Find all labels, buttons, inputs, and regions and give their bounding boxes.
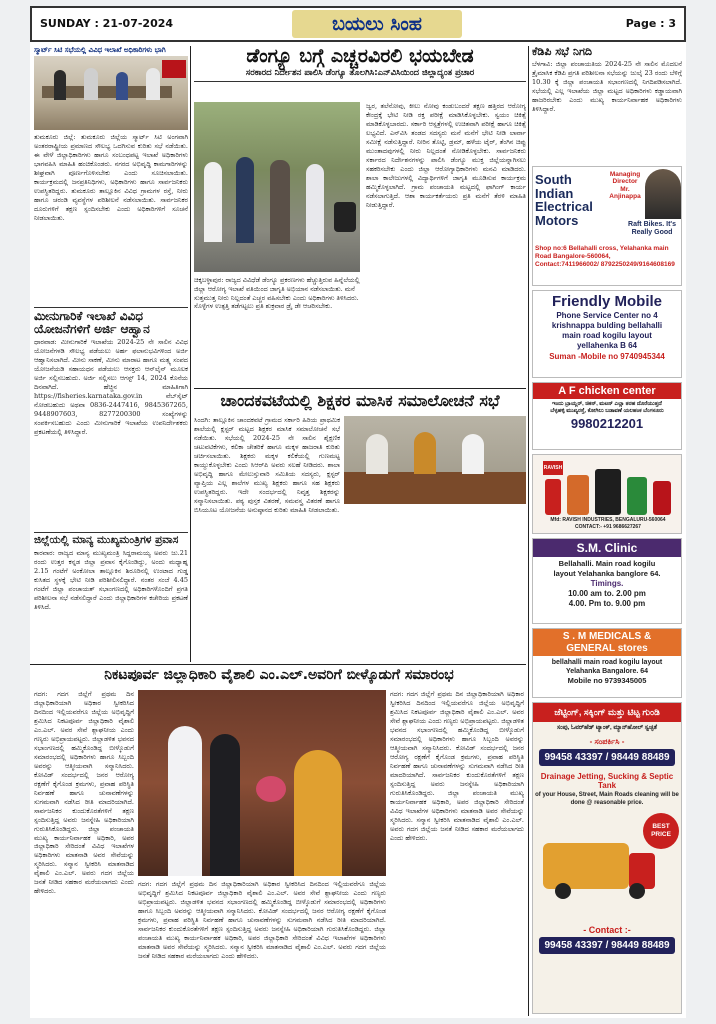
teachers-headline: ಚಾಂದಕವಟೆಯಲ್ಲಿ ಶಿಕ್ಷಕರ ಮಾಸಿಕ ಸಮಾಲೋಚನೆ ಸಭೆ (220, 392, 500, 410)
ad-elec-md-name: Mr. Anjinappa (609, 185, 641, 201)
ad-elec-contact: Contact:7411966002/ 8792250249/9164608169 (535, 260, 675, 268)
left-column (34, 46, 188, 662)
farewell-story (34, 668, 524, 1016)
dengue-campaign-photo (194, 102, 360, 272)
ad-drain-badge-2: PRICE (651, 830, 671, 838)
cm-visit-headline: ಜಿಲ್ಲೆಯಲ್ಲಿ ಮಾನ್ಯ ಮುಖ್ಯಮಂತ್ರಿಗಳ ಪ್ರವಾಸ (34, 532, 188, 547)
masthead (30, 6, 686, 42)
ad-medicals-addr1: bellahalli main road kogilu layout (551, 659, 663, 666)
ad-clinic-addr1: Bellahalli. Main road kogilu (558, 559, 656, 568)
ad-ravish-bottle-1 (545, 479, 561, 515)
farewell-body-col2: ಗದಗ: ಗದಗ ಜಿಲ್ಲೆಗೆ ಪ್ರಥಮ ದಿನ ಜಿಲ್ಲಾಧಿಕಾರಿಯಾಗಿ ಅಧಿಕಾರ ಸ್ವೀಕರಿಸಿದ ದಿನದಿಂದ ಇಲ್ಲಿಯವರೆಗೂ ಜಿಲ್ಲೆಯ ಅಭಿವೃದ್ಧಿಗೆ ಶ್ರಮಿಸಿದ ನಿಕಟಪೂರ್ವ ಜಿಲ್ಲಾಧಿಕಾರಿ ವೈಶಾಲಿ ಎಂ.ಎಲ್. ಅವರ ಸೇವೆ ಶ್ಲಾಘನೀಯ ಎಂದು ಗಣ್ಯರು ಅಭಿಪ್ರಾಯಪಟ್ಟರು. ಜಿಲ್ಲಾಡಳಿತ ಭವನದ ಸಭಾಂಗಣದಲ್ಲಿ ಹಮ್ಮಿಕೊಂಡಿದ್ದ ಬೀಳ್ಕೊಡುಗೆ ಸಮಾರಂಭದಲ್ಲಿ ಅಧಿಕಾರಿಗಳು ಹಾಗೂ ಸಿಬ್ಬಂದಿ ಅವರನ್ನು ಆತ್ಮೀಯವಾಗಿ ಸನ್ಮಾನಿಸಿದರು. ಕೋವಿಡ್ ಸಂದರ್ಭದಲ್ಲಿ ಜನರ ಆರೋಗ್ಯ ರಕ್ಷಣೆಗೆ ಕೈಗೊಂಡ ಕ್ರಮಗಳು, ಪ್ರವಾಹ ಪರಿಸ್ಥಿತಿ ನಿರ್ವಹಣೆ ಹಾಗೂ ಚುನಾವಣೆಗಳನ್ನು ಸುಗಮವಾಗಿ ನಡೆಸಿದ ರೀತಿ ಮಾದರಿಯಾಗಿದೆ. ಸಾರ್ವಜನಿಕರ ಕುಂದುಕೊರತೆಗಳಿಗೆ ತಕ್ಷಣ ಸ್ಪಂದಿಸುತ್ತಿದ್ದ ಅವರು ಜನಸ್ನೇಹಿ ಅಧಿಕಾರಿಯಾಗಿ ಗುರುತಿಸಿಕೊಂಡಿದ್ದರು. ಜಿಲ್ಲಾ ಪಂಚಾಯತಿ ಮುಖ್ಯ ಕಾರ್ಯನಿರ್ವಾಹಕ ಅಧಿಕಾರಿ, ಅಪರ ಜಿಲ್ಲಾಧಿಕಾರಿ ಸೇರಿದಂತೆ ವಿವಿಧ ಇಲಾಖೆಗಳ ಅಧಿಕಾರಿಗಳು ಮಾತನಾಡಿ ಅವರ ಸೇವೆಯನ್ನು ಸ್ಮರಿಸಿದರು. ಸನ್ಮಾನ ಸ್ವೀಕರಿಸಿ ಮಾತನಾಡಿದ ವೈಶಾಲಿ ಎಂ.ಎಲ್. ಅವರು ಗದಗ ಜಿಲ್ಲೆಯ ಜನತೆ ನೀಡಿದ ಸಹಕಾರ ಮರೆಯಲಾಗದು ಎಂದು ಹೇಳಿದರು. (390, 690, 524, 842)
fisheries-body: ಧಾರವಾಡ: ಮೀನುಗಾರಿಕೆ ಇಲಾಖೆಯ 2024-25 ನೇ ಸಾಲಿನ ವಿವಿಧ ಯೋಜನೆಗಳಡಿ ಸೌಲಭ್ಯ ಪಡೆಯಲು ಅರ್ಹ ಫಲಾನುಭವಿಗಳಿಂದ ಅರ್ಜಿ ಆಹ್ವಾನಿಸಲಾಗಿದೆ. ಮೀನು ಸಾಕಣೆ, ಮೀನು ಮಾರಾಟ ಹಾಗೂ ಮತ್ಸ್ಯ ಸಂಪದ ಯೋಜನೆಯಡಿ ಸಹಾಯಧನ ಪಡೆಯಲು ಆಸಕ್ತರು ಆನ್‌ಲೈನ್ ಮೂಲಕ ಅರ್ಜಿ ಸಲ್ಲಿಸಬಹುದು. ಅರ್ಜಿ ಸಲ್ಲಿಸಲು ಆಗಸ್ಟ್ 14, 2024 ಕೊನೆಯ ದಿನವಾಗಿದೆ. ಹೆಚ್ಚಿನ ಮಾಹಿತಿಗಾಗಿ https://fisheries.karnataka.gov.in ವೆಬ್‌ಸೈಟ್ ನೋಡಬಹುದು ಅಥವಾ 0836-2447416, 9845367265, 9448907603, 8277200300 ಸಂಖ್ಯೆಗಳನ್ನು ಸಂಪರ್ಕಿಸಬಹುದು ಎಂದು ಮೀನುಗಾರಿಕೆ ಇಲಾಖೆಯ ಉಪನಿರ್ದೇಶಕರು ಪ್ರಕಟಣೆಯಲ್ಲಿ ತಿಳಿಸಿದ್ದಾರೆ. (34, 338, 188, 437)
newspaper-page (30, 6, 686, 1018)
ad-chicken-phone: 9980212201 (570, 416, 644, 432)
ad-chicken-title: A F chicken center (533, 383, 681, 399)
ad-drain-badge-1: BEST (652, 823, 670, 831)
ad-medicals-addr2: Yelahanka Bangalore. 64 (565, 668, 649, 676)
story-kicker: ಸ್ಮಾರ್ಟ್ ಸಿಟಿ ಸಭೆಯಲ್ಲಿ ವಿವಿಧ ಇಲಾಖೆ ಅಧಿಕಾರಿಗಳು ಭಾಗಿ (34, 46, 166, 54)
ad-ravish-products (532, 454, 682, 534)
ad-medicals-mobile: Mobile no 9739345005 (567, 676, 647, 686)
ad-drain-best-price-badge (643, 813, 679, 849)
teachers-meeting-photo (344, 416, 526, 504)
ad-friendly-mobile (532, 290, 682, 378)
ad-ravish-mfd: Mfd: RAVISH INDUSTRIES, BENGALURU-560064 (550, 517, 666, 523)
ad-chicken-center (532, 382, 682, 450)
ad-drain-phones: 99458 43397 / 98449 88489 (539, 749, 675, 766)
ad-clinic-time-2: 4.00. Pm to. 9.00 pm (568, 599, 646, 609)
ad-mobile-title: Friendly Mobile (551, 293, 662, 310)
farewell-headline: ನಿಕಟಪೂರ್ವ ಜಿಲ್ಲಾಧಿಕಾರಿ ವೈಶಾಲಿ ಎಂ.ಎಲ್.ಅವರಿಗೆ ಬೀಳ್ಕೊಡುಗೆ ಸಮಾರಂಭ (104, 668, 454, 683)
ad-drain-title: ಜೆಟ್ಟಿಂಗ್, ಸಕ್ಕಿಂಗ್ ಮತ್ತು ಟಿಟ್ಟ ಗುಂಡಿ (533, 703, 681, 722)
ad-drain-truck-wheel-2 (629, 883, 645, 899)
page-number: Page : 3 (625, 17, 676, 30)
ad-clinic-time-1: 10.00 am to. 2.00 pm (568, 588, 646, 598)
ad-ravish-bottle-2 (567, 475, 589, 515)
ad-chicken-line2: ಬೆಳ್ಳಹಳ್ಳಿ ಮುಖ್ಯರಸ್ತೆ, ಕೋಗಿಲು ಬಡಾವಣೆ ಯಲಹಂಕ ಬೆಂಗಳೂರು (550, 408, 664, 415)
ad-mobile-line3: main road kogilu layout (562, 331, 652, 340)
ad-elec-md-photo (645, 169, 681, 219)
ad-drain-truck-tank (543, 843, 629, 889)
ad-elec-line3: Electrical (535, 199, 593, 215)
ad-ravish-contact: CONTACT:- +91 9686627267 (575, 523, 641, 530)
kdp-headline: ಕೆಡಿಪಿ ಸಭೆ ನಿಗದಿ (532, 46, 592, 58)
ad-sm-clinic (532, 538, 682, 624)
ad-electrical-motors (532, 166, 682, 286)
ad-drain-en-title: Drainage Jetting, Sucking & Septic Tank (540, 771, 674, 790)
ad-sm-medicals (532, 628, 682, 698)
ad-elec-shop: Shop no:6 Bellahalli cross, Yelahanka main Road Bangalore-560064, (535, 245, 669, 260)
ad-medicals-title-1: S . M MEDICALS & (562, 631, 652, 642)
ad-drain-en-desc-1: of your House, Street, Main Roads cleaning will be (535, 791, 679, 798)
ad-ravish-bottle-3 (595, 469, 621, 515)
ad-ravish-bottle-5 (653, 481, 671, 515)
ad-elec-line1: South (535, 172, 572, 187)
farewell-body-col3: ಗದಗ: ಗದಗ ಜಿಲ್ಲೆಗೆ ಪ್ರಥಮ ದಿನ ಜಿಲ್ಲಾಧಿಕಾರಿಯಾಗಿ ಅಧಿಕಾರ ಸ್ವೀಕರಿಸಿದ ದಿನದಿಂದ ಇಲ್ಲಿಯವರೆಗೂ ಜಿಲ್ಲೆಯ ಅಭಿವೃದ್ಧಿಗೆ ಶ್ರಮಿಸಿದ ನಿಕಟಪೂರ್ವ ಜಿಲ್ಲಾಧಿಕಾರಿ ವೈಶಾಲಿ ಎಂ.ಎಲ್. ಅವರ ಸೇವೆ ಶ್ಲಾಘನೀಯ ಎಂದು ಗಣ್ಯರು ಅಭಿಪ್ರಾಯಪಟ್ಟರು. ಜಿಲ್ಲಾಡಳಿತ ಭವನದ ಸಭಾಂಗಣದಲ್ಲಿ ಹಮ್ಮಿಕೊಂಡಿದ್ದ ಬೀಳ್ಕೊಡುಗೆ ಸಮಾರಂಭದಲ್ಲಿ ಅಧಿಕಾರಿಗಳು ಹಾಗೂ ಸಿಬ್ಬಂದಿ ಅವರನ್ನು ಆತ್ಮೀಯವಾಗಿ ಸನ್ಮಾನಿಸಿದರು. ಕೋವಿಡ್ ಸಂದರ್ಭದಲ್ಲಿ ಜನರ ಆರೋಗ್ಯ ರಕ್ಷಣೆಗೆ ಕೈಗೊಂಡ ಕ್ರಮಗಳು, ಪ್ರವಾಹ ಪರಿಸ್ಥಿತಿ ನಿರ್ವಹಣೆ ಹಾಗೂ ಚುನಾವಣೆಗಳನ್ನು ಸುಗಮವಾಗಿ ನಡೆಸಿದ ರೀತಿ ಮಾದರಿಯಾಗಿದೆ. ಸಾರ್ವಜನಿಕರ ಕುಂದುಕೊರತೆಗಳಿಗೆ ತಕ್ಷಣ ಸ್ಪಂದಿಸುತ್ತಿದ್ದ ಅವರು ಜನಸ್ನೇಹಿ ಅಧಿಕಾರಿಯಾಗಿ ಗುರುತಿಸಿಕೊಂಡಿದ್ದರು. ಜಿಲ್ಲಾ ಪಂಚಾಯತಿ ಮುಖ್ಯ ಕಾರ್ಯನಿರ್ವಾಹಕ ಅಧಿಕಾರಿ, ಅಪರ ಜಿಲ್ಲಾಧಿಕಾರಿ ಸೇರಿದಂತೆ ವಿವಿಧ ಇಲಾಖೆಗಳ ಅಧಿಕಾರಿಗಳು ಮಾತನಾಡಿ ಅವರ ಸೇವೆಯನ್ನು ಸ್ಮರಿಸಿದರು. ಸನ್ಮಾನ ಸ್ವೀಕರಿಸಿ ಮಾತನಾಡಿದ ವೈಶಾಲಿ ಎಂ.ಎಲ್. ಅವರು ಗದಗ ಜಿಲ್ಲೆಯ ಜನತೆ ನೀಡಿದ ಸಹಕಾರ ಮರೆಯಲಾಗದು ಎಂದು ಹೇಳಿದರು. (138, 880, 386, 960)
lead-body: ಜ್ವರ, ತಲೆನೋವು, ಕೀಲು ನೋವು ಕಂಡುಬಂದರೆ ತಕ್ಷಣ ಹತ್ತಿರದ ಆರೋಗ್ಯ ಕೇಂದ್ರಕ್ಕೆ ಭೇಟಿ ನೀಡಿ ರಕ್ತ ಪರೀಕ್ಷೆ ಮಾಡಿಸಿಕೊಳ್ಳಬೇಕು. ಸ್ವಯಂ ಚಿಕಿತ್ಸೆ ಮಾಡಿಕೊಳ್ಳಬಾರದು. ಸರ್ಕಾರಿ ಆಸ್ಪತ್ರೆಗಳಲ್ಲಿ ಉಚಿತವಾಗಿ ಪರೀಕ್ಷೆ ಹಾಗೂ ಚಿಕಿತ್ಸೆ ಲಭ್ಯವಿದೆ. ಎನ್‌ವಿಸಿ ತಂಡದ ಸದಸ್ಯರು ಮನೆ ಮನೆಗೆ ಭೇಟಿ ನೀಡಿ ಲಾರ್ವಾ ಸಮೀಕ್ಷೆ ನಡೆಸುತ್ತಿದ್ದಾರೆ. ನೀರಿನ ತೊಟ್ಟಿ, ಡ್ರಮ್, ಹಳೆಯ ಟೈರ್, ತೆಂಗಿನ ಚಿಪ್ಪು ಮುಂತಾದವುಗಳಲ್ಲಿ ನೀರು ನಿಲ್ಲದಂತೆ ನೋಡಿಕೊಳ್ಳಬೇಕು. ಸಾರ್ವಜನಿಕರು ಸರ್ಕಾರದ ನಿರ್ದೇಶನಗಳನ್ನು ಪಾಲಿಸಿ ಡೆಂಗ್ಯೂ ಮುಕ್ತ ಜಿಲ್ಲೆಯನ್ನಾಗಿಸಲು ಸಹಕರಿಸಬೇಕು ಎಂದು ಜಿಲ್ಲಾ ಆರೋಗ್ಯಾಧಿಕಾರಿಗಳು ಮನವಿ ಮಾಡಿದರು. ಶಾಲಾ ಕಾಲೇಜುಗಳಲ್ಲಿ ವಿದ್ಯಾರ್ಥಿಗಳಿಗೆ ಜಾಗೃತಿ ಮೂಡಿಸುವ ಕಾರ್ಯಕ್ರಮ ಹಮ್ಮಿಕೊಳ್ಳಲಾಗಿದೆ. ಗ್ರಾಮ ಪಂಚಾಯತಿ ಮಟ್ಟದಲ್ಲಿ ಫಾಗಿಂಗ್ ಕಾರ್ಯ ನಡೆಸಲಾಗುತ್ತಿದೆ. ಆಶಾ ಕಾರ್ಯಕರ್ತೆಯರು ಪ್ರತಿ ಮನೆಗೆ ತೆರಳಿ ಮಾಹಿತಿ ನೀಡುತ್ತಿದ್ದಾರೆ. (366, 102, 526, 209)
ad-clinic-title: S.M. Clinic (533, 539, 681, 557)
fisheries-headline: ಮೀನುಗಾರಿಕೆ ಇಲಾಖೆ ವಿವಿಧ ಯೋಜನೆಗಳಿಗೆ ಅರ್ಜಿ ಆಹ್ವಾನ (34, 307, 188, 336)
ad-elec-line4: Motors (535, 212, 579, 228)
ad-drain-truck-wheel-1 (555, 883, 571, 899)
ad-mobile-contact: Suman -Mobile no 9740945344 (549, 352, 665, 361)
ad-elec-line2: Indian (535, 185, 574, 201)
ad-elec-tagline: Raft Bikes. It's Really Good (628, 221, 676, 237)
ad-elec-md-role: Managing Director (609, 171, 641, 186)
ad-mobile-line2: krishnappa bulding bellahalli (551, 321, 663, 330)
ad-drainage-jetting (532, 702, 682, 1014)
lead-subhead: ಸರಕಾರದ ನಿರ್ದೇಶನ ಪಾಲಿಸಿ ಡೆಂಗ್ಯೂ ತೊಲಗಿಸಿ:ಎನ್‌ವಿಸಿಯಿಂದ ಜಿಲ್ಲಾದ್ಯಂತ ಪ್ರಚಾರ (194, 69, 526, 82)
farewell-photo (138, 690, 386, 876)
teachers-body: ಸಿಂದಗಿ: ತಾಲ್ಲೂಕಿನ ಚಾಂದಕವಟೆ ಗ್ರಾಮದ ಸರ್ಕಾರಿ ಹಿರಿಯ ಪ್ರಾಥಮಿಕ ಶಾಲೆಯಲ್ಲಿ ಕ್ಲಸ್ಟರ್ ಮಟ್ಟದ ಶಿಕ್ಷಕರ ಮಾಸಿಕ ಸಮಾಲೋಚನೆ ಸಭೆ ನಡೆಯಿತು. ಸಭೆಯಲ್ಲಿ 2024-25 ನೇ ಸಾಲಿನ ಶೈಕ್ಷಣಿಕ ಚಟುವಟಿಕೆಗಳು, ಕಲಿಕಾ ಚೇತರಿಕೆ ಹಾಗೂ ಮಕ್ಕಳ ಹಾಜರಾತಿ ಕುರಿತು ಚರ್ಚಿಸಲಾಯಿತು. ಶಿಕ್ಷಕರು ಮಕ್ಕಳ ಕಲಿಕೆಯಲ್ಲಿ ಗುಣಮಟ್ಟ ಕಾಯ್ದುಕೊಳ್ಳಬೇಕು ಎಂದು ಸಿಆರ್‌ಪಿ ಅವರು ಸಲಹೆ ನೀಡಿದರು. ಶಾಲಾ ಅಭಿವೃದ್ಧಿ ಹಾಗೂ ಮೇಲುಸ್ತುವಾರಿ ಸಮಿತಿಯ ಸದಸ್ಯರು, ಕ್ಲಸ್ಟರ್ ವ್ಯಾಪ್ತಿಯ ಎಲ್ಲ ಶಾಲೆಗಳ ಮುಖ್ಯ ಶಿಕ್ಷಕರು ಹಾಗೂ ಸಹ ಶಿಕ್ಷಕರು ಉಪಸ್ಥಿತರಿದ್ದರು. ಇದೇ ಸಂದರ್ಭದಲ್ಲಿ ನಿವೃತ್ತ ಶಿಕ್ಷಕರನ್ನು ಸನ್ಮಾನಿಸಲಾಯಿತು. ಪಠ್ಯ ಪುಸ್ತಕ ವಿತರಣೆ, ಸಮವಸ್ತ್ರ ವಿತರಣೆ ಹಾಗೂ ಬಿಸಿಯೂಟ ಯೋಜನೆಯ ಅನುಷ್ಠಾನದ ಕುರಿತು ಮಾಹಿತಿ ನೀಡಲಾಯಿತು. (194, 416, 340, 514)
story-body: ತುಮಕೂರು ಜಿಲ್ಲೆ: ತುಮಕೂರು ಜಿಲ್ಲೆಯ ಸ್ಮಾರ್ಟ್ ಸಿಟಿ ಅಂಗವಾಗಿ ಅಂತರರಾಷ್ಟ್ರೀಯ ಪ್ರಮಾಣದ ಸೌಲಭ್ಯ ಒದಗಿಸುವ ಕುರಿತು ಸಭೆ ನಡೆಯಿತು. ಈ ವೇಳೆ ಜಿಲ್ಲಾಧಿಕಾರಿಗಳು ಹಾಗೂ ಸಂಬಂಧಪಟ್ಟ ಇಲಾಖೆ ಅಧಿಕಾರಿಗಳು ಭಾಗವಹಿಸಿ ಮಾಹಿತಿ ಹಂಚಿಕೊಂಡರು. ನಗರದ ಅಭಿವೃದ್ಧಿ ಕಾಮಗಾರಿಗಳನ್ನು ಶೀಘ್ರವಾಗಿ ಪೂರ್ಣಗೊಳಿಸಬೇಕು ಎಂದು ಸೂಚಿಸಲಾಯಿತು. ಕಾರ್ಯಕ್ರಮದಲ್ಲಿ ಜನಪ್ರತಿನಿಧಿಗಳು, ಅಧಿಕಾರಿಗಳು ಹಾಗೂ ಸಾರ್ವಜನಿಕರು ಉಪಸ್ಥಿತರಿದ್ದರು. ತುಮಕೂರು ತಾಲ್ಲೂಕಿನ ವಿವಿಧ ಗ್ರಾಮಗಳ ರಸ್ತೆ, ನೀರು ಹಾಗೂ ಚರಂಡಿ ವ್ಯವಸ್ಥೆಗಳ ಪರಿಶೀಲನೆ ನಡೆಸಲಾಯಿತು. ಸಾರ್ವಜನಿಕರ ದೂರುಗಳಿಗೆ ತಕ್ಷಣ ಸ್ಪಂದಿಸಬೇಕು ಎಂದು ಅಧಿಕಾರಿಗಳಿಗೆ ಸೂಚನೆ ನೀಡಲಾಯಿತು. (34, 133, 188, 222)
ad-ravish-logo: RAVISH (543, 461, 563, 475)
ad-drain-desc: ಸಂಪು, ಓವರ್‌ಹೆಡ್ ಟ್ಯಾಂಕ್, ಮ್ಯಾನ್‌ಹೋಲ್ ಸ್ವಚ್ಛತೆ (556, 725, 658, 731)
ad-chicken-line1: ಇಂದು ಬ್ರಾಯ್ಲರ್, ಚಿಕನ್, ಮಟನ್ ಎಲ್ಲಾ ತರಹ ದೊರೆಯುತ್ತದೆ (552, 401, 662, 407)
ad-drain-contact-label-2: - Contact :- (583, 925, 631, 936)
ad-clinic-timing-label: Timings. (590, 578, 624, 588)
issue-date: SUNDAY : 21-07-2024 (40, 17, 174, 30)
meeting-photo (34, 56, 188, 130)
newspaper-title: ಬಯಲು ಸಿಂಹ (292, 10, 462, 38)
teachers-story (194, 392, 526, 662)
ad-drain-phones-2: 99458 43397 / 98449 88489 (539, 937, 675, 954)
ad-clinic-addr2: layout Yelahanka banglore 64. (553, 568, 661, 578)
kdp-body: ಬೆಳಗಾವಿ: ಜಿಲ್ಲಾ ಪಂಚಾಯತಿಯ 2024-25 ನೇ ಸಾಲಿನ ಮೊದಲನೆ ತ್ರೈಮಾಸಿಕ ಕೆಡಿಪಿ ಪ್ರಗತಿ ಪರಿಶೀಲನಾ ಸಭೆಯನ್ನು ಜುಲೈ 23 ರಂದು ಬೆಳಿಗ್ಗೆ 10.30 ಕ್ಕೆ ಜಿಲ್ಲಾ ಪಂಚಾಯತಿ ಸಭಾಂಗಣದಲ್ಲಿ ನಿಗದಿಪಡಿಸಲಾಗಿದೆ. ಸಭೆಯಲ್ಲಿ ಎಲ್ಲ ಇಲಾಖೆಯ ಜಿಲ್ಲಾ ಮಟ್ಟದ ಅಧಿಕಾರಿಗಳು ಕಡ್ಡಾಯವಾಗಿ ಹಾಜರಿರಬೇಕು ಎಂದು ಮುಖ್ಯ ಕಾರ್ಯನಿರ್ವಾಹಕ ಅಧಿಕಾರಿಗಳು ತಿಳಿಸಿದ್ದಾರೆ. (532, 60, 682, 113)
farewell-body-col1: ಗದಗ: ಗದಗ ಜಿಲ್ಲೆಗೆ ಪ್ರಥಮ ದಿನ ಜಿಲ್ಲಾಧಿಕಾರಿಯಾಗಿ ಅಧಿಕಾರ ಸ್ವೀಕರಿಸಿದ ದಿನದಿಂದ ಇಲ್ಲಿಯವರೆಗೂ ಜಿಲ್ಲೆಯ ಅಭಿವೃದ್ಧಿಗೆ ಶ್ರಮಿಸಿದ ನಿಕಟಪೂರ್ವ ಜಿಲ್ಲಾಧಿಕಾರಿ ವೈಶಾಲಿ ಎಂ.ಎಲ್. ಅವರ ಸೇವೆ ಶ್ಲಾಘನೀಯ ಎಂದು ಗಣ್ಯರು ಅಭಿಪ್ರಾಯಪಟ್ಟರು. ಜಿಲ್ಲಾಡಳಿತ ಭವನದ ಸಭಾಂಗಣದಲ್ಲಿ ಹಮ್ಮಿಕೊಂಡಿದ್ದ ಬೀಳ್ಕೊಡುಗೆ ಸಮಾರಂಭದಲ್ಲಿ ಅಧಿಕಾರಿಗಳು ಹಾಗೂ ಸಿಬ್ಬಂದಿ ಅವರನ್ನು ಆತ್ಮೀಯವಾಗಿ ಸನ್ಮಾನಿಸಿದರು. ಕೋವಿಡ್ ಸಂದರ್ಭದಲ್ಲಿ ಜನರ ಆರೋಗ್ಯ ರಕ್ಷಣೆಗೆ ಕೈಗೊಂಡ ಕ್ರಮಗಳು, ಪ್ರವಾಹ ಪರಿಸ್ಥಿತಿ ನಿರ್ವಹಣೆ ಹಾಗೂ ಚುನಾವಣೆಗಳನ್ನು ಸುಗಮವಾಗಿ ನಡೆಸಿದ ರೀತಿ ಮಾದರಿಯಾಗಿದೆ. ಸಾರ್ವಜನಿಕರ ಕುಂದುಕೊರತೆಗಳಿಗೆ ತಕ್ಷಣ ಸ್ಪಂದಿಸುತ್ತಿದ್ದ ಅವರು ಜನಸ್ನೇಹಿ ಅಧಿಕಾರಿಯಾಗಿ ಗುರುತಿಸಿಕೊಂಡಿದ್ದರು. ಜಿಲ್ಲಾ ಪಂಚಾಯತಿ ಮುಖ್ಯ ಕಾರ್ಯನಿರ್ವಾಹಕ ಅಧಿಕಾರಿ, ಅಪರ ಜಿಲ್ಲಾಧಿಕಾರಿ ಸೇರಿದಂತೆ ವಿವಿಧ ಇಲಾಖೆಗಳ ಅಧಿಕಾರಿಗಳು ಮಾತನಾಡಿ ಅವರ ಸೇವೆಯನ್ನು ಸ್ಮರಿಸಿದರು. ಸನ್ಮಾನ ಸ್ವೀಕರಿಸಿ ಮಾತನಾಡಿದ ವೈಶಾಲಿ ಎಂ.ಎಲ್. ಅವರು ಗದಗ ಜಿಲ್ಲೆಯ ಜನತೆ ನೀಡಿದ ಸಹಕಾರ ಮರೆಯಲಾಗದು ಎಂದು ಹೇಳಿದರು. (34, 690, 134, 896)
lead-caption: ಚಿಕ್ಕಬಳ್ಳಾಪುರ: ರಾಜ್ಯದ ವಿವಿಧೆಡೆ ಡೆಂಗ್ಯೂ ಪ್ರಕರಣಗಳು ಹೆಚ್ಚುತ್ತಿರುವ ಹಿನ್ನೆಲೆಯಲ್ಲಿ ಜಿಲ್ಲಾ ಆರೋಗ್ಯ ಇಲಾಖೆ ವತಿಯಿಂದ ಜಾಗೃತಿ ಅಭಿಯಾನ ನಡೆಸಲಾಯಿತು. ಮನೆ ಸುತ್ತಮುತ್ತ ನೀರು ನಿಲ್ಲದಂತೆ ಎಚ್ಚರ ವಹಿಸಬೇಕು ಎಂದು ಅಧಿಕಾರಿಗಳು ತಿಳಿಸಿದರು. ಸೊಳ್ಳೆಗಳ ಉತ್ಪತ್ತಿ ತಡೆಗಟ್ಟಲು ಪ್ರತಿ ಶುಕ್ರವಾರ ಡ್ರೈ ಡೇ ಆಚರಿಸಬೇಕು. (194, 276, 360, 311)
cm-visit-body: ಕಾರವಾರ: ರಾಜ್ಯದ ಮಾನ್ಯ ಮುಖ್ಯಮಂತ್ರಿ ಸಿದ್ದರಾಮಯ್ಯ ಅವರು ಜು.21 ರಂದು ಉತ್ತರ ಕನ್ನಡ ಜಿಲ್ಲಾ ಪ್ರವಾಸ ಕೈಗೊಂಡಿದ್ದು, ಅಂದು ಮಧ್ಯಾಹ್ನ 2.15 ಗಂಟೆಗೆ ಅಂಕೋಲಾ ತಾಲ್ಲೂಕಿನ ಶಿರೂರಿನಲ್ಲಿ ಉಂಟಾದ ಗುಡ್ಡ ಕುಸಿತದ ಸ್ಥಳಕ್ಕೆ ಭೇಟಿ ನೀಡಿ ಪರಿಶೀಲಿಸಲಿದ್ದಾರೆ. ನಂತರ ಸಂಜೆ 4.45 ಗಂಟೆಗೆ ಜಿಲ್ಲಾ ಪಂಚಾಯತ್ ಸಭಾಂಗಣದಲ್ಲಿ ಅಧಿಕಾರಿಗಳೊಂದಿಗೆ ಪ್ರಗತಿ ಪರಿಶೀಲನಾ ಸಭೆ ನಡೆಸಲಿದ್ದಾರೆ ಎಂದು ಜಿಲ್ಲಾಧಿಕಾರಿಗಳ ಕಚೇರಿಯ ಪ್ರಕಟಣೆ ತಿಳಿಸಿದೆ. (34, 548, 188, 611)
lead-story (194, 46, 526, 386)
ad-ravish-bottle-4 (627, 477, 647, 515)
ad-mobile-line1: Phone Service Center no 4 (556, 311, 658, 320)
ad-mobile-line4: yellahenka B 64 (576, 341, 638, 350)
ad-drain-en-desc-2: done @ reasonable price. (570, 799, 644, 806)
ad-medicals-title-2: GENERAL stores (566, 642, 648, 654)
ad-drain-contact-label: - ಸಂಪರ್ಕಿಸಿ - (589, 736, 625, 746)
kdp-story (532, 46, 682, 162)
ad-drain-truck-area (533, 813, 681, 925)
lead-headline: ಡೆಂಗ್ಯೂ ಬಗ್ಗೆ ಎಚ್ಚರವಿರಲಿ ಭಯಬೇಡ (246, 46, 474, 67)
